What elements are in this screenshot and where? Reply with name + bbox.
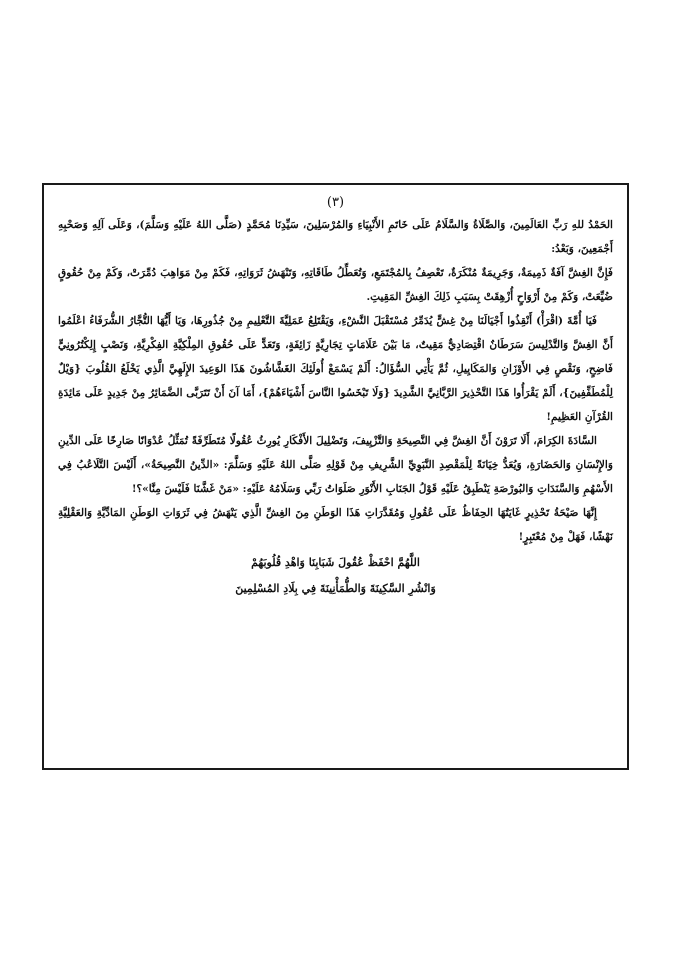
prayer-line-1: اللَّهُمَّ احْفَظْ عُقُولَ شَبَابِنَا وَاهْدِ قُلُوبَهُمْ: [251, 556, 420, 569]
page-number: (٣): [326, 195, 345, 210]
text-frame: [42, 183, 629, 770]
paragraph-fraud-harm: فَإِنَّ الغِشَّ آفَةٌ ذَمِيمَةٌ، وَجَرِيمَةٌ مُنْكَرَةٌ، تَعْصِفُ بِالمُجْتَمَعِ، وَتُعَطِّلُ طَاقَاتِهِ، وَتَنْهَشُ ثَرَوَاتِهِ، فَكَمْ مِنْ مَوَاهِبَ دُمِّرَتْ، وَكَمْ مِنْ حُقُوقٍ ضُيِّعَتْ، وَكَمْ مِنْ أَرْوَاحٍ أُزْهِقَتْ بِسَبَبِ ذَلِكَ الغِشِّ المَقِيتِ.: [58, 267, 613, 303]
paragraph-call-to-nation: فَيَا أُمَّةَ (اقْرَأْ) أَنْقِذُوا أَجْيَالَنَا مِنْ غِشٍّ يُدَمِّرُ مُسْتَقْبَلَ النَّشْءِ، وَيَقْتَلِعُ عَمَلِيَّةَ التَّعْلِيمِ مِنْ جُذُورِهَا، وَيَا أَيُّهَا التُّجَّارُ الشُّرَفَاءُ اعْلَمُوا أَنَّ الغِشَّ وَالتَّدْلِيسَ سَرَطَانٌ اقْتِصَادِيٌّ مَقِيتٌ، مَا بَيْنَ عَلَامَاتٍ تِجَارِيَّةٍ زَائِفَةٍ، وَتَعَدٍّ عَلَى حُقُوقِ المِلْكِيَّةِ الفِكْرِيَّةِ، وَنَصْبٍ إِلِكْتُرُونِيٍّ فَاضِحٍ، وَنَقْصٍ فِي الأَوْزَانِ وَالمَكَايِيلِ، ثُمَّ يَأْتِي السُّؤَالُ: أَلَمْ يَسْمَعْ أُولَئِكَ الغَشَّاشُونَ هَذَا الوَعِيدَ الإِلَهِيَّ الَّذِي يَخْلَعُ القُلُوبَ {وَيْلٌ لِلْمُطَفِّفِينَ}، أَلَمْ يَقْرَأُوا هَذَا التَّحْذِيرَ الرَّبَّانِيَّ الشَّدِيدَ {وَلَا تَبْخَسُوا النَّاسَ أَشْيَاءَهُمْ}، أَمَا آنَ أَنْ تَتَرَبَّى الضَّمَائِرُ مِنْ جَدِيدٍ عَلَى مَائِدَةِ القُرْآنِ العَظِيمِ!: [58, 315, 613, 423]
paragraph-warning: إِنَّهَا صَيْحَةُ تَحْذِيرٍ غَايَتُهَا الحِفَاظُ عَلَى عُقُولِ وَمُقَدَّرَاتِ هَذَا الوَطَنِ مِنَ الغِشِّ الَّذِي يَنْهَشُ فِي ثَرَوَاتِ الوَطَنِ المَادِّيَّةِ وَالعَقْلِيَّةِ نَهْشًا، فَهَلْ مِنْ مُعْتَبِرٍ!: [58, 507, 613, 543]
prayer-line-2: وَانْشُرِ السَّكِينَةَ وَالطُّمَأْنِينَةَ فِي بِلَادِ المُسْلِمِينَ: [235, 582, 436, 595]
paragraph-gentlemen: السَّادَةَ الكِرَامَ، أَلَا تَرَوْنَ أَنَّ الغِشَّ فِي النَّصِيحَةِ وَالتَّزْيِيفَ، وَتَضْلِيلَ الأَفْكَارِ يُورِثُ عُقُولًا مُتَطَرِّفَةً تُمَثِّلُ عُدْوَانًا صَارِخًا عَلَى الدِّينِ وَالإِنْسَانِ وَالحَضَارَةِ، وَيُعَدُّ خِيَانَةً لِلْمَقْصِدِ النَّبَوِيِّ الشَّرِيفِ مِنْ قَوْلِهِ صَلَّى اللهُ عَلَيْهِ وَسَلَّمَ: «الدِّينُ النَّصِيحَةُ»، أَلَيْسَ التَّلَاعُبُ فِي الأَسْهُمِ وَالسَّنَدَاتِ وَالبُورْصَةِ يَنْطَبِقُ عَلَيْهِ قَوْلُ الجَنَابِ الأَنْوَرِ صَلَوَاتُ رَبِّي وَسَلَامُهُ عَلَيْهِ: «مَنْ غَشَّنَا فَلَيْسَ مِنَّا»؟!: [58, 435, 613, 495]
opening-paragraph: الحَمْدُ للهِ رَبِّ العَالَمِينَ، وَالصَّلَاةُ وَالسَّلَامُ عَلَى خَاتَمِ الأَنْبِيَاءِ وَالمُرْسَلِينَ، سَيِّدِنَا مُحَمَّدٍ (صَلَّى اللهُ عَلَيْهِ وَسَلَّمَ)، وَعَلَى آلِهِ وَصَحْبِهِ أَجْمَعِينَ، وَبَعْدُ:: [58, 219, 613, 255]
